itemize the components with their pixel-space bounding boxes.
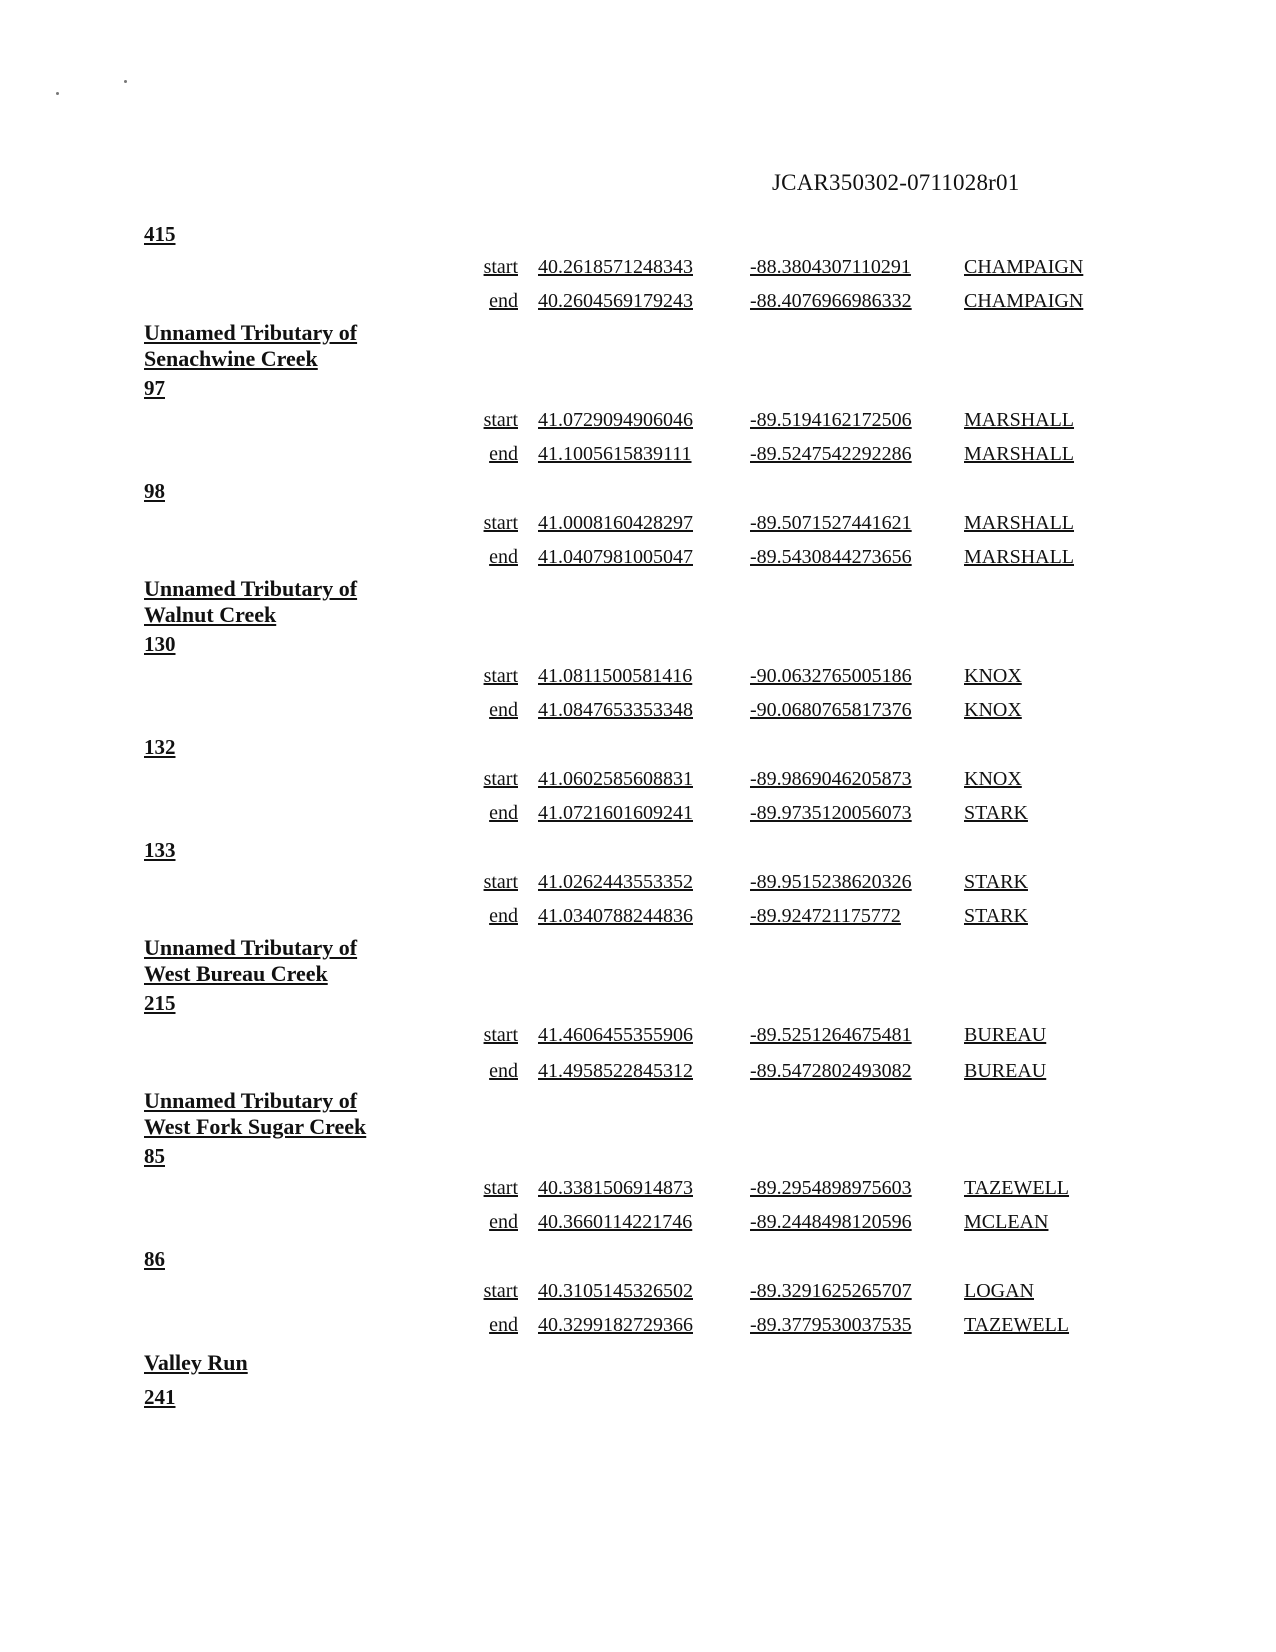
scan-speck bbox=[124, 80, 127, 83]
point-label: end bbox=[489, 1060, 518, 1082]
latitude-cell: 41.4606455355906 bbox=[538, 1024, 693, 1046]
table-row bbox=[0, 443, 1276, 469]
table-row bbox=[0, 1280, 1276, 1306]
county-cell: MCLEAN bbox=[964, 1211, 1049, 1233]
latitude-cell: 41.0602585608831 bbox=[538, 768, 693, 790]
creek-name: Unnamed Tributary of West Fork Sugar Creek bbox=[144, 1088, 367, 1139]
creek-name: Unnamed Tributary of West Bureau Creek bbox=[144, 935, 358, 986]
latitude-cell: 40.2618571248343 bbox=[538, 256, 693, 278]
segment-id: 98 bbox=[144, 479, 165, 503]
table-row bbox=[0, 1314, 1276, 1340]
county-cell: MARSHALL bbox=[964, 546, 1075, 568]
county-cell: BUREAU bbox=[964, 1024, 1047, 1046]
latitude-cell: 41.0729094906046 bbox=[538, 409, 693, 431]
longitude-cell: -89.5472802493082 bbox=[750, 1060, 912, 1082]
point-label: end bbox=[489, 443, 518, 465]
creek-name: Unnamed Tributary of Walnut Creek bbox=[144, 576, 358, 627]
table-row bbox=[0, 409, 1276, 435]
county-cell: KNOX bbox=[964, 699, 1022, 721]
county-cell: STARK bbox=[964, 871, 1028, 893]
latitude-cell: 40.3381506914873 bbox=[538, 1177, 693, 1199]
point-label: end bbox=[489, 905, 518, 927]
longitude-cell: -90.0680765817376 bbox=[750, 699, 912, 721]
latitude-cell: 40.3105145326502 bbox=[538, 1280, 693, 1302]
county-cell: CHAMPAIGN bbox=[964, 290, 1084, 312]
longitude-cell: -89.9515238620326 bbox=[750, 871, 912, 893]
segment-id: 241 bbox=[144, 1385, 176, 1409]
point-label: end bbox=[489, 290, 518, 312]
point-label: end bbox=[489, 1314, 518, 1336]
table-row bbox=[0, 768, 1276, 794]
county-cell: BUREAU bbox=[964, 1060, 1047, 1082]
longitude-cell: -89.5071527441621 bbox=[750, 512, 912, 534]
table-row bbox=[0, 1024, 1276, 1050]
table-row bbox=[0, 699, 1276, 725]
longitude-cell: -89.3291625265707 bbox=[750, 1280, 912, 1302]
latitude-cell: 40.3660114221746 bbox=[538, 1211, 693, 1233]
segment-id: 215 bbox=[144, 991, 176, 1015]
point-label: start bbox=[483, 1177, 518, 1199]
point-label: start bbox=[483, 871, 518, 893]
point-label: start bbox=[483, 256, 518, 278]
latitude-cell: 41.0811500581416 bbox=[538, 665, 693, 687]
table-row bbox=[0, 871, 1276, 897]
table-row bbox=[0, 1177, 1276, 1203]
segment-id: 97 bbox=[144, 376, 165, 400]
latitude-cell: 41.0262443553352 bbox=[538, 871, 693, 893]
county-cell: CHAMPAIGN bbox=[964, 256, 1084, 278]
county-cell: MARSHALL bbox=[964, 512, 1075, 534]
longitude-cell: -89.5251264675481 bbox=[750, 1024, 912, 1046]
segment-id: 133 bbox=[144, 838, 176, 862]
point-label: start bbox=[483, 665, 518, 687]
latitude-cell: 41.0847653353348 bbox=[538, 699, 693, 721]
longitude-cell: -89.9869046205873 bbox=[750, 768, 912, 790]
point-label: end bbox=[489, 699, 518, 721]
county-cell: TAZEWELL bbox=[964, 1177, 1070, 1199]
table-row bbox=[0, 546, 1276, 572]
table-row bbox=[0, 290, 1276, 316]
segment-id: 132 bbox=[144, 735, 176, 759]
longitude-cell: -89.2448498120596 bbox=[750, 1211, 912, 1233]
county-cell: KNOX bbox=[964, 768, 1022, 790]
latitude-cell: 40.2604569179243 bbox=[538, 290, 693, 312]
latitude-cell: 41.4958522845312 bbox=[538, 1060, 693, 1082]
longitude-cell: -90.0632765005186 bbox=[750, 665, 912, 687]
segment-id: 415 bbox=[144, 222, 176, 246]
point-label: end bbox=[489, 802, 518, 824]
longitude-cell: -89.5247542292286 bbox=[750, 443, 912, 465]
longitude-cell: -89.5194162172506 bbox=[750, 409, 912, 431]
segment-id: 130 bbox=[144, 632, 176, 656]
segment-id: 85 bbox=[144, 1144, 165, 1168]
table-row bbox=[0, 905, 1276, 931]
table-row bbox=[0, 512, 1276, 538]
point-label: end bbox=[489, 1211, 518, 1233]
scan-speck bbox=[56, 92, 59, 95]
longitude-cell: -89.2954898975603 bbox=[750, 1177, 912, 1199]
point-label: start bbox=[483, 409, 518, 431]
creek-name: Valley Run bbox=[144, 1350, 248, 1375]
longitude-cell: -89.3779530037535 bbox=[750, 1314, 912, 1336]
longitude-cell: -88.4076966986332 bbox=[750, 290, 912, 312]
table-row bbox=[0, 1060, 1276, 1086]
county-cell: KNOX bbox=[964, 665, 1022, 687]
point-label: start bbox=[483, 1280, 518, 1302]
table-row bbox=[0, 665, 1276, 691]
county-cell: LOGAN bbox=[964, 1280, 1034, 1302]
segment-id: 86 bbox=[144, 1247, 165, 1271]
document-id: JCAR350302-0711028r01 bbox=[772, 170, 1020, 195]
latitude-cell: 41.0407981005047 bbox=[538, 546, 693, 568]
latitude-cell: 40.3299182729366 bbox=[538, 1314, 693, 1336]
county-cell: MARSHALL bbox=[964, 409, 1075, 431]
table-row bbox=[0, 802, 1276, 828]
county-cell: STARK bbox=[964, 802, 1028, 824]
creek-name: Unnamed Tributary of Senachwine Creek bbox=[144, 320, 358, 371]
point-label: start bbox=[483, 768, 518, 790]
county-cell: TAZEWELL bbox=[964, 1314, 1070, 1336]
longitude-cell: -89.924721175772 bbox=[750, 905, 901, 927]
longitude-cell: -89.9735120056073 bbox=[750, 802, 912, 824]
point-label: start bbox=[483, 1024, 518, 1046]
latitude-cell: 41.0008160428297 bbox=[538, 512, 693, 534]
table-row bbox=[0, 256, 1276, 282]
point-label: end bbox=[489, 546, 518, 568]
latitude-cell: 41.0340788244836 bbox=[538, 905, 693, 927]
point-label: start bbox=[483, 512, 518, 534]
county-cell: STARK bbox=[964, 905, 1028, 927]
latitude-cell: 41.1005615839111 bbox=[538, 443, 692, 465]
longitude-cell: -88.3804307110291 bbox=[750, 256, 911, 278]
latitude-cell: 41.0721601609241 bbox=[538, 802, 693, 824]
table-row bbox=[0, 1211, 1276, 1237]
county-cell: MARSHALL bbox=[964, 443, 1075, 465]
longitude-cell: -89.5430844273656 bbox=[750, 546, 912, 568]
